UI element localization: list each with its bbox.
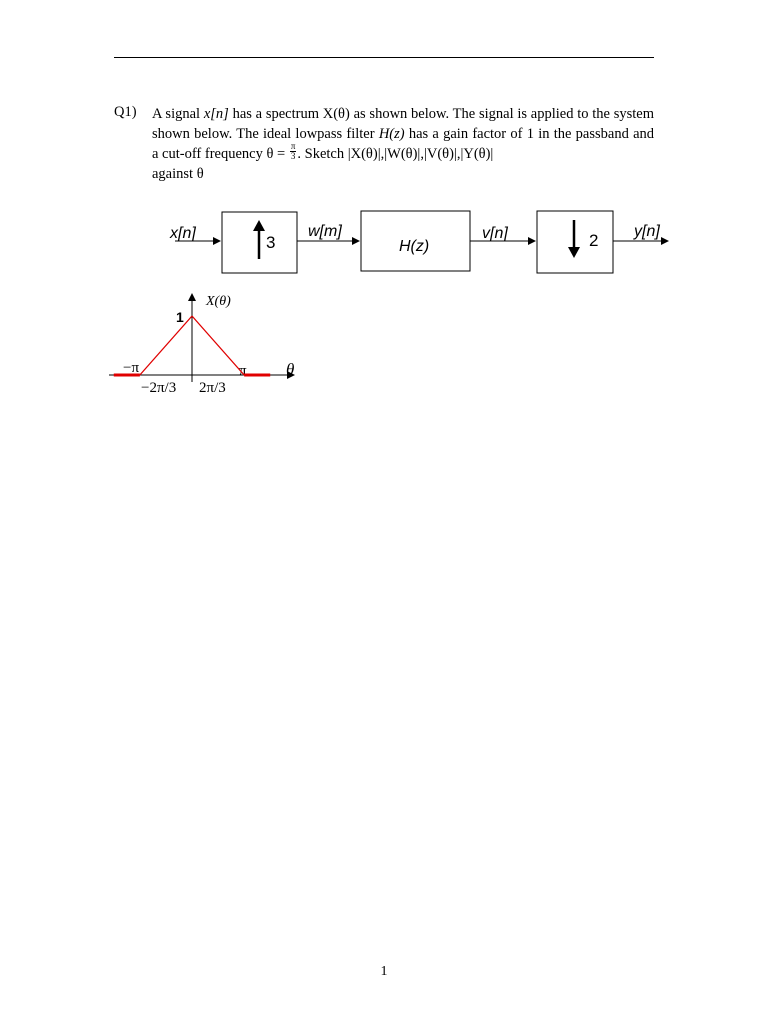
filter-name: H(z)	[378, 126, 405, 142]
filtered-signal-label: v[n]	[482, 225, 508, 242]
signal-name: x[n]	[203, 106, 229, 122]
question-text-part5: against θ	[152, 166, 204, 182]
question-number: Q1)	[114, 104, 137, 120]
question-text-part3: has a gain factor of 1 in the passband and a cut-off frequency θ =	[152, 126, 655, 162]
spectrum-segment-rising	[140, 316, 192, 375]
cutoff-numerator: π	[290, 141, 296, 152]
input-signal-label: x[n]	[170, 225, 196, 242]
page-number: 1	[380, 964, 388, 979]
upsampled-signal-label: w[m]	[308, 223, 342, 240]
spectrum-plot	[109, 294, 294, 396]
upsampler-arrow-head	[253, 220, 265, 231]
neg-2pi-over-3-label: −2π/3	[141, 380, 177, 396]
downsampler-arrow-head	[568, 247, 580, 258]
block-diagram	[169, 211, 668, 273]
filter-label: H(z)	[399, 238, 430, 255]
peak-value-label: 1	[176, 309, 184, 325]
output-signal-label: y[n]	[634, 223, 660, 240]
question-text-part2: has a spectrum X(θ) as shown below. The signal is applied to the system shown below. The ideal lowpass filter	[152, 106, 654, 142]
upsampler-factor: 3	[266, 233, 276, 252]
pi-label: π	[239, 363, 247, 379]
cutoff-denominator: 3	[290, 151, 296, 162]
pos-2pi-over-3-label: 2π/3	[199, 380, 226, 396]
spectrum-y-label: X(θ)	[206, 294, 231, 309]
question-text-part1: A signal	[152, 106, 204, 122]
neg-pi-label: −π	[123, 360, 140, 376]
spectrum-segment-falling	[192, 316, 244, 375]
figure-svg	[0, 0, 768, 420]
theta-axis-label: θ	[286, 360, 295, 379]
downsampler-factor: 2	[589, 231, 599, 250]
question-text-part4: . Sketch |X(θ)|,|W(θ)|,|V(θ)|,|Y(θ)|	[297, 146, 494, 162]
